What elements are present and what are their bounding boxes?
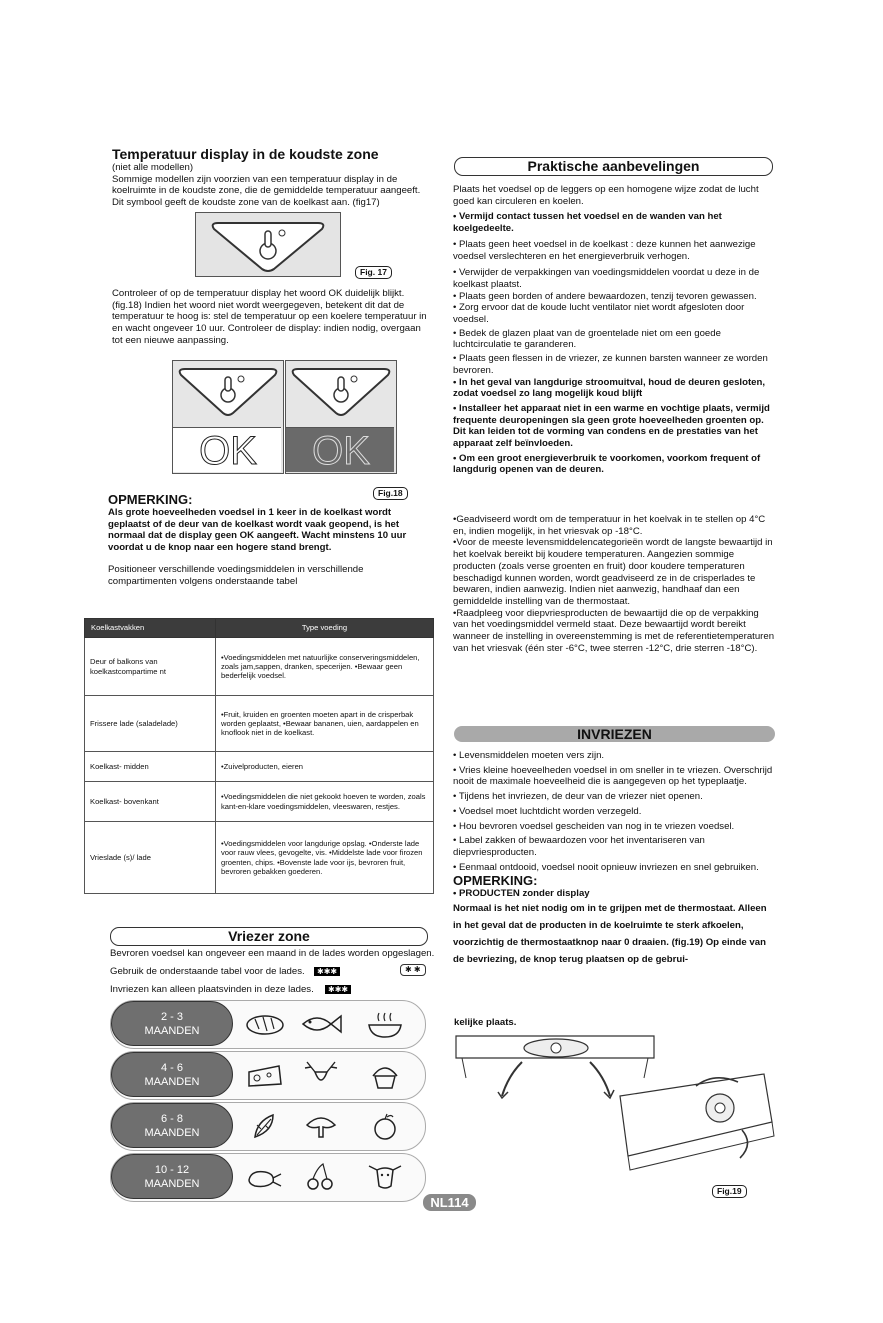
note-n3: kelijke plaats. — [454, 1017, 517, 1028]
invriezen-i7: • Eenmaal ontdooid, voedsel nooit opnieuw invriezen en snel gebruiken. — [453, 861, 759, 873]
table-cell-zone: Frissere lade (saladelade) — [85, 696, 216, 752]
note-block — [108, 492, 434, 587]
month-range: 4 - 6 — [160, 1062, 183, 1074]
thermometer-icon — [173, 361, 283, 421]
mushroom-icon — [299, 1111, 343, 1141]
freezer-zone-title: Vriezer zone — [110, 927, 428, 946]
month-row — [110, 1051, 426, 1100]
deer-icon — [299, 1060, 343, 1090]
note-n1: • PRODUCTEN zonder display — [453, 888, 590, 900]
temperature-display-title: Temperatuur display in de koudste zone — [112, 146, 379, 162]
note-paragraph: Als grote hoeveelheden voedsel in 1 keer in de koelkast wordt geplaatst of de deur van de koelkast wordt vaak geopend, is het normaal dat de display geen OK aangeeft. Wacht minstens 10 uur voordat u de knop naar een hogere stand brengt. — [108, 507, 407, 554]
fig19-label: Fig.19 — [712, 1185, 747, 1198]
month-row — [110, 1153, 426, 1202]
vegetable-icon — [243, 1111, 287, 1141]
cheese-icon — [243, 1060, 287, 1090]
bread-icon — [243, 1009, 287, 1039]
invriezen-title: INVRIEZEN — [454, 726, 775, 742]
recommendation-p2: • Vermijd contact tussen het voedsel en de wanden van het koelgedeelte. — [453, 211, 722, 235]
invriezen-i3: • Tijdens het invriezen, de deur van de vriezer niet openen. — [453, 791, 703, 803]
month-pill — [111, 1154, 233, 1199]
freezer-line3: Invriezen kan alleen plaatsvinden in deze lades. — [110, 984, 314, 995]
month-unit: MAANDEN — [144, 1127, 200, 1139]
recommendation-p8: • Plaats geen flessen in de vriezer, ze kunnen barsten wanneer ze worden bevroren. — [453, 353, 768, 376]
page-number: NL114 — [423, 1194, 476, 1211]
fig18-display-ok-dark — [285, 360, 397, 474]
intro-paragraph: Sommige modellen zijn voorzien van een temperatuur display in de koelruimte in de koudste zone, die de gemiddelde temperatuur aangeeft. Dit symbool geeft de koudste zone van de koelkast aan. (fig17) — [112, 173, 421, 209]
table-cell-zone: Deur of balkons van koelkastcompartime nt — [85, 638, 216, 696]
chicken-icon — [243, 1162, 287, 1192]
freezer-line1: Bevroren voedsel kan ongeveer een maand in de lades worden opgeslagen. — [110, 948, 435, 959]
table-header-food: Type voeding — [216, 619, 434, 638]
month-unit: MAANDEN — [144, 1178, 200, 1190]
month-unit: MAANDEN — [144, 1025, 200, 1037]
recommendation-p5: • Plaats geen borden of andere bewaardozen, tenzij tevoren gewassen. — [453, 290, 757, 302]
fig17-display — [195, 212, 341, 277]
month-pill — [111, 1052, 233, 1097]
recommendation-p6: • Zorg ervoor dat de koude lucht ventilator niet wordt afgesloten door voedsel. — [453, 302, 745, 326]
table-cell-food: •Fruit, kruiden en groenten moeten apart in de crisperbak worden geplaatst, •Bewaar bananen, uien, aardappelen en knoflook niet in de koelkast. — [216, 696, 434, 752]
right-column-block1 — [453, 184, 776, 476]
month-range: 2 - 3 — [160, 1011, 183, 1023]
invriezen-i6: • Label zakken of bewaardozen voor het inventariseren van diepvriesproducten. — [453, 835, 705, 858]
two-star-badge: ✱ ✱ — [400, 964, 426, 976]
freezer-line2: Gebruik de onderstaande tabel voor de lades. — [110, 966, 305, 977]
check-paragraph: Controleer of op de temperatuur display het woord OK duidelijk blijkt. (fig.18) Indien het woord niet wordt weergegeven, betekent dit dat de temperatuur te hoog is: stel de temperatuur op een koelere temperatuur in en wacht ongeveer 10 uur. Controleer de display: indien nodig, overgaan tot een nieuwe aanpassing. — [112, 288, 427, 346]
month-unit: MAANDEN — [144, 1076, 200, 1088]
fig18-label: Fig.18 — [373, 487, 408, 500]
recommendation-p4: • Verwijder de verpakkingen van voedingsmiddelen voordat u deze in de koelkast plaatst. — [453, 267, 760, 290]
thermostat-box-illustration — [614, 1066, 776, 1176]
month-pill — [111, 1103, 233, 1148]
right-column-block2 — [453, 514, 776, 654]
fig18-display-ok — [172, 360, 284, 474]
table-cell-food: •Voedingsmiddelen voor langdurige opslag. •Onderste lade voor rauw vlees, gevogelte, vis. •Middelste lade voor firozen groenten, chips. •Bovenste lade voor ijs, bevroren fruit, bevroren gebakken goederen. — [216, 822, 434, 894]
invriezen-i1: • Levensmiddelen moeten vers zijn. — [453, 750, 605, 761]
table-cell-zone: Koelkast- bovenkant — [85, 782, 216, 822]
three-star-badge: ✱✱✱ — [314, 967, 340, 976]
position-paragraph: Positioneer verschillende voedingsmiddelen in verschillende compartimenten volgens onderstaande tabel — [108, 563, 364, 587]
table-cell-food: •Voedingsmiddelen met natuurlijke conserveringsmiddelen, zoals jam,sappen, dranken, specerijen. •Bewaar geen bederfelijk voedsel. — [216, 638, 434, 696]
month-range: 10 - 12 — [154, 1164, 190, 1176]
table-cell-zone: Koelkast- midden — [85, 752, 216, 782]
cherry-icon — [299, 1162, 343, 1192]
soup-bowl-icon — [363, 1009, 407, 1039]
table-row — [85, 638, 434, 696]
thermometer-icon — [196, 213, 340, 276]
table-cell-food: •Voedingsmiddelen die niet gekookt hoeven te worden, zoals kant-en-klare voedingsmiddelen, vleeswaren, restjes. — [216, 782, 434, 822]
table-row — [85, 696, 434, 752]
three-star-badge: ✱✱✱ — [325, 985, 351, 994]
recommendation-p11: • Om een groot energieverbruik te voorkomen, voorkom frequent of langdurig openen van de deuren. — [453, 452, 761, 476]
table-row — [85, 782, 434, 822]
recommendation-p14: •Raadpleeg voor diepvriesproducten de bewaartijd die op de verpakking van het voedingsmiddel vermeld staat. Deze bewaartijd wordt bereikt wanneer de instelling in overeenstemming is met de referentietemperaturen van het vriesvak (één ster -6°C, twee sterren -12°C, drie sterren -18°C). — [453, 607, 775, 654]
ok-text-light: OK — [199, 429, 257, 473]
invriezen-i4: • Voedsel moet luchtdicht worden verzegeld. — [453, 805, 642, 817]
table-header-zone: Koelkastvakken — [85, 619, 216, 638]
table-cell-zone: Vrieslade (s)/ lade — [85, 822, 216, 894]
recommendation-p1: Plaats het voedsel op de leggers op een homogene wijze zodat de lucht goed kan circuleren en koelen. — [453, 184, 759, 207]
apple-icon — [363, 1111, 407, 1141]
cupcake-icon — [363, 1060, 407, 1090]
storage-table — [84, 618, 434, 894]
cow-icon — [363, 1162, 407, 1192]
recommendation-p12: •Geadviseerd wordt om de temperatuur in het koelvak in te stellen op 4°C en, indien mogelijk, in het vriesvak op -18°C. — [453, 514, 766, 537]
recommendation-p9: • In het geval van langdurige stroomuitval, houd de deuren gesloten, zodat voedsel zo lang mogelijk koud blijft — [453, 376, 766, 400]
month-row — [110, 1102, 426, 1151]
fig17-label: Fig. 17 — [355, 266, 392, 279]
subtitle: (niet alle modellen) — [112, 162, 194, 173]
note-n2: Normaal is het niet nodig om in te grijpen met de thermostaat. Alleen in het geval dat de producten in de koelruimte te sterk afkoelen, voorzichtig de thermostaatknop naar 0 draaien. (fig.19) Op einde van de bevriezing, de knop terug plaatsen op de gebrui- — [453, 903, 767, 966]
recommendation-p7: • Bedek de glazen plaat van de groentelade niet om een goede luchtcirculatie te garanderen. — [453, 327, 721, 351]
practical-recommendations-title: Praktische aanbevelingen — [454, 157, 773, 176]
table-cell-food: •Zuivelproducten, eieren — [216, 752, 434, 782]
fish-icon — [299, 1009, 343, 1039]
ok-text-dark: OK — [312, 429, 370, 473]
left-column — [112, 146, 434, 209]
month-pill — [111, 1001, 233, 1046]
month-row — [110, 1000, 426, 1049]
check-block — [112, 288, 434, 347]
recommendation-p3: • Plaats geen heet voedsel in de koelkast : deze kunnen het aanwezige voedsel verslechteren en het energieverbruik verhogen. — [453, 238, 756, 262]
month-range: 6 - 8 — [160, 1113, 183, 1125]
note-heading: OPMERKING: — [108, 492, 193, 507]
invriezen-block — [453, 750, 776, 968]
recommendation-p13: •Voor de meeste levensmiddelencategorieën wordt de langste bewaartijd in het koelvak bereikt bij koudere temperaturen. Aangezien sommige producten (zoals verse groenten en fruit) door koudere temperaturen beschadigd kunnen worden, wordt geadviseerd ze in de crisperlades te bewaren, indien aanwezig. Indien niet aanwezig, handhaaf dan een gemiddelde instelling van de thermostaat. — [453, 537, 773, 607]
invriezen-i2: • Vries kleine hoeveelheden voedsel in om sneller in te vriezen. Overschrijd nooit de maximale hoeveelheid die is aangegeven op het typeplaatje. — [453, 764, 773, 788]
table-row — [85, 822, 434, 894]
table-row — [85, 752, 434, 782]
thermometer-icon — [286, 361, 396, 421]
invriezen-i5: • Hou bevroren voedsel gescheiden van nog in te vriezen voedsel. — [453, 820, 735, 832]
note-heading-right: OPMERKING: — [453, 873, 538, 889]
recommendation-p10: • Installeer het apparaat niet in een warme en vochtige plaats, vermijd frequente deuropeningen sla geen grote hoeveelheden groenten op. Dit kan leiden tot de vorming van condens en de prestaties van het apparaat zelf beïnvloeden. — [453, 402, 770, 450]
